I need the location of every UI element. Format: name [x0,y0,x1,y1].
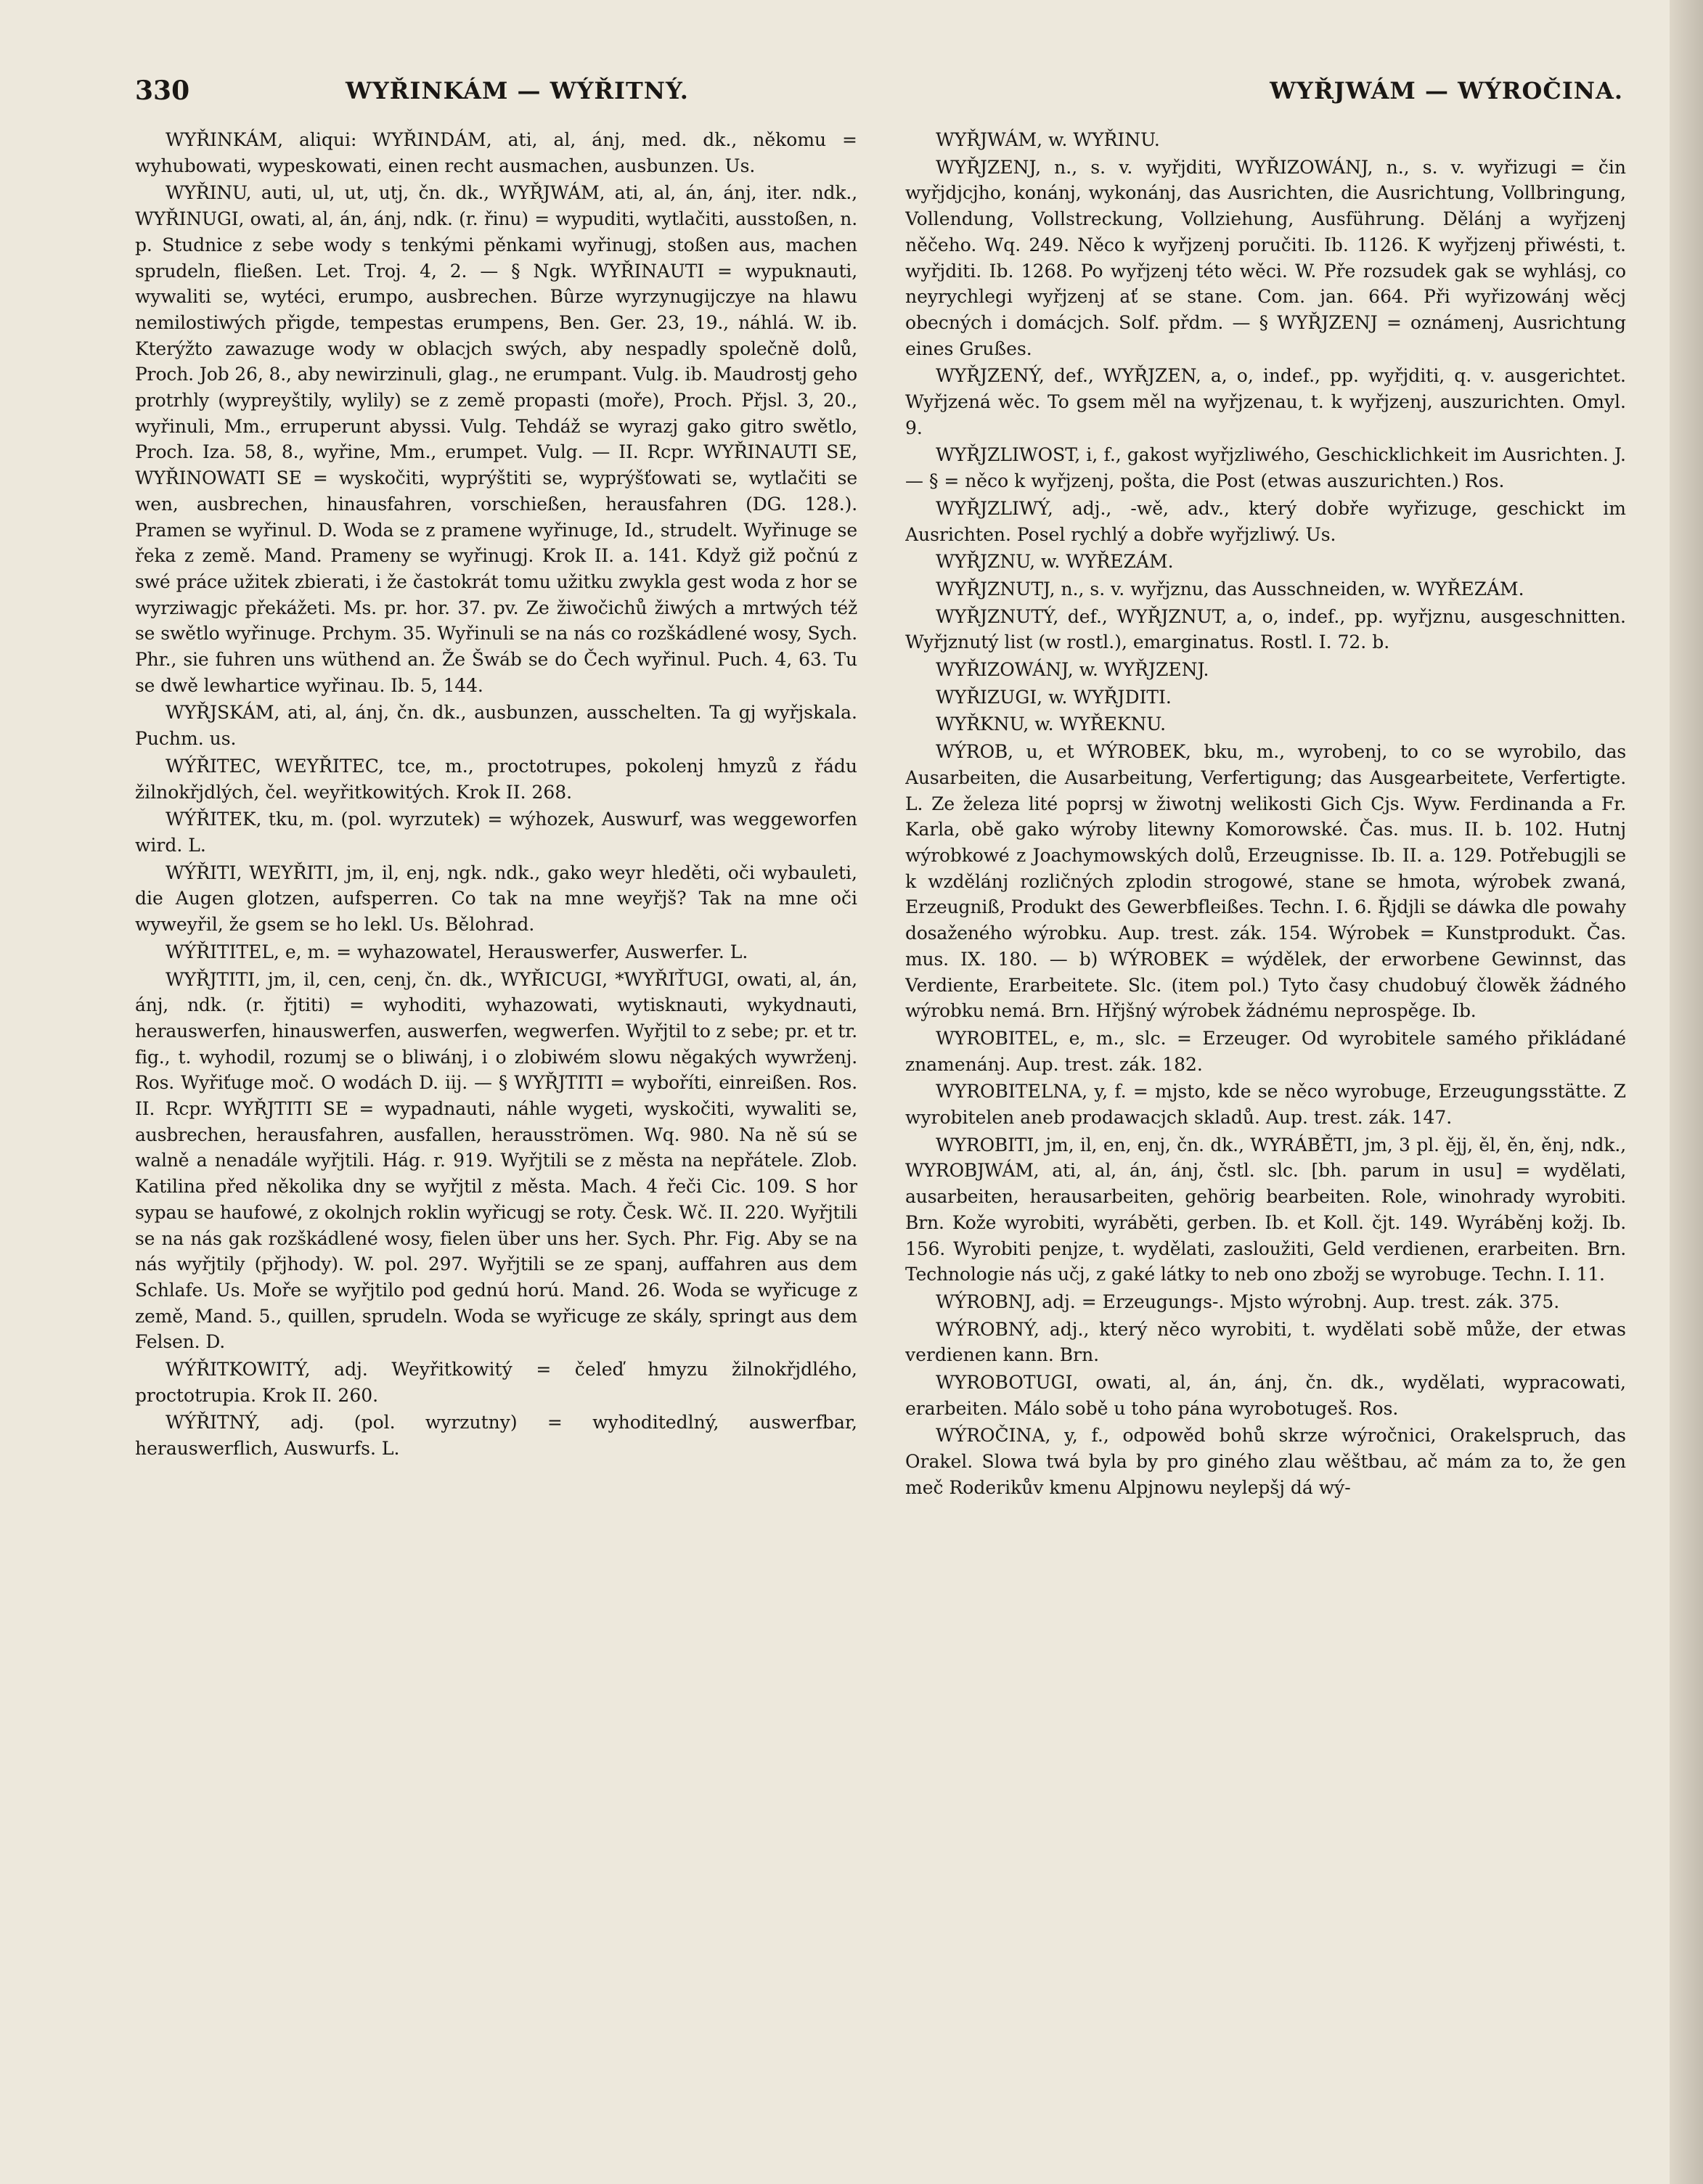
page-edge-shadow [1670,0,1703,2184]
page-header [135,75,1623,112]
entry-wyrizowanj: WYŘIZOWÁNJ, w. WYŘJZENJ. [936,659,1209,681]
entry-wyrjzenj: WYŘJZENJ, n., s. v. wyřjditi, WYŘIZOWÁNJ, n., s. v. wyřizugi = čin wyřjdjcjho, konánj, wykonánj, das Ausrichten, die Ausrichtung, Vollbringung, Vollendung, Vollstreckung, Vollziehung, Ausführung. Dělánj a wyřjzenj něčeho. Wq. 249. Něco k wyřjzenj poručiti. Ib. 1126. K wyřjzenj přiwésti, t. wyřjditi. Ib. 1268. Po wyřjzenj této wěci. W. Pře rozsudek gak se wyhlásj, co neyrychlegi wyřjzenj ať se stane. Com. jan. 664. Při wyřizowánj wěcj obecných i domácjch. Solf. přdm. — § WYŘJZENJ = oznámenj, Ausrichtung eines Grußes. [905,156,1626,359]
left-column [135,127,857,2087]
entry-wyrjzliwost: WYŘJZLIWOST, i, f., gakost wyřjzliwého, Geschicklichkeit im Ausrichten. J. — § = něco k wyřjzenj, pošta, die Post (etwas auszurichten.) Ros. [905,444,1626,492]
entry-wyritek: WÝŘITEK, tku, m. (pol. wyrzutek) = wýhozek, Auswurf, was weggeworfen wird. L. [135,809,857,856]
entry-wyrjskam: WYŘJSKÁM, ati, al, ánj, čn. dk., ausbunzen, ausschelten. Ta gj wyřjskala. Puchm. us. [135,702,857,750]
entry-wyritec: WÝŘITEC, WEYŘITEC, tce, m., proctotrupes, pokolenj hmyzů z řádu žilnokřjdlých, čel. weyřitkowitých. Krok II. 268. [135,755,857,803]
entry-wyrjznutj: WYŘJZNUTJ, n., s. v. wyřjznu, das Ausschneiden, w. WYŘEZÁM. [936,578,1524,600]
entry-wyritkowity: WÝŘITKOWITÝ, adj. Weyřitkowitý = čeleď hmyzu žilnokřjdlého, proctotrupia. Krok II. 260. [135,1359,857,1406]
entry-wyrobitelna: WYROBITELNA, y, f. = mjsto, kde se něco wyrobuge, Erzeugungsstätte. Z wyrobitelen aneb prodawacjch skladů. Aup. trest. zák. 147. [905,1081,1626,1129]
entry-wyrititel: WÝŘITITEL, e, m. = wyhazowatel, Herauswerfer, Auswerfer. L. [166,941,748,962]
entry-wyrjznuty: WYŘJZNUTÝ, def., WYŘJZNUT, a, o, indef., pp. wyřjznu, ausgeschnitten. Wyřjznutý list (w rostl.), emarginatus. Rostl. I. 72. b. [905,605,1626,653]
entry-wyrknu: WYŘKNU, w. WYŘEKNU. [936,713,1167,735]
entry-wyrjwam: WYŘJWÁM, w. WYŘINU. [936,129,1160,150]
right-column [905,127,1626,2087]
entry-wyriti: WÝŘITI, WEYŘITI, jm, il, enj, ngk. ndk., gako weyr hleděti, oči wybauleti, die Augen glotzen, aufsperren. Co tak na mne weyřjš? Tak na mne oči wyweyřil, že gsem se ho lekl. Us. Bělohrad. [135,862,857,936]
entry-wyritny: WÝŘITNÝ, adj. (pol. wyrzutny) = wyhoditedlný, auswerfbar, herauswerflich, Auswurfs. L. [135,1412,857,1460]
entry-wyrjzliwy: WYŘJZLIWÝ, adj., -wě, adv., který dobře wyřizuge, geschickt im Ausrichten. Posel rychlý a dobře wyřjzliwý. Us. [905,497,1626,545]
entry-wyrob: WÝROB, u, et WÝROBEK, bku, m., wyrobenj, to co se wyrobilo, das Ausarbeiten, die Ausarbeitung, Verfertigung; das Ausgearbeitete, Verfertigte. L. Ze železa lité poprsj w žiwotnj welikosti Gich Cjs. Wyw. Ferdinanda a Fr. Karla, obě gako wýroby litewny Komorowské. Čas. mus. II. b. 102. Hutnj wýrobkowé z Joachymowských dolů, Erzeugnisse. Ib. II. a. 129. Potřebugjli se k wzdělánj rozličných zplodin strogowé, stane se hmota, wýrobek zwaná, Erzeugniß, Produkt des Gewerbfleißes. Techn. I. 6. Řjdjli se dáwka dle powahy dosaženého wýrobku. Aup. trest. zák. 154. Wýrobek = Kunstprodukt. Čas. mus. IX. 180. — b) WÝROBEK = wýdělek, der erworbene Gewinnst, das Verdiente, Erarbeitete. Slc. (item pol.) Tyto časy chudobuý člowěk žádného wýrobku nemá. Brn. Hřjšný wýrobek žádnému neprospěge. Ib. [905,741,1626,1022]
entry-wyrinkam: WYŘINKÁM, aliqui: WYŘINDÁM, ati, al, ánj, med. dk., někomu = wyhubowati, wypeskowati, einen recht ausmachen, ausbunzen. Us. [135,129,857,176]
right-running-head: WYŘJWÁM — WÝROČINA. [1270,77,1623,105]
left-running-head: WYŘINKÁM — WÝŘITNÝ. [346,77,689,105]
page-number: 330 [135,75,190,106]
entry-wyrinu: WYŘINU, auti, ul, ut, utj, čn. dk., WYŘJWÁM, ati, al, án, ánj, iter. ndk., WYŘINUGI, owati, al, án, ánj, ndk. (r. řinu) = wypuditi, wytlačiti, ausstoßen, n. p. Studnice z sebe wody s tenkými pěnkami wyřinugj, stoßen aus, machen sprudeln, fließen. Let. Troj. 4, 2. — § Ngk. WYŘINAUTI = wypuknauti, wywaliti se, wytéci, erumpo, ausbrechen. Bûrze wyrzynugijczye na hlawu nemilostiwých přigde, tempestas erumpens, Ben. Ger. 23, 19., náhlá. W. ib. Kterýžto zawazuge wody w oblacjch swých, aby nespadly společně dolů, Proch. Job 26, 8., aby newirzinuli, glag., ne erumpant. Vulg. ib. Maudrostj geho protrhly (wypreyštily, wylily) se z země propasti (moře), Proch. Přjsl. 3, 20., wyřinuli, Mm., erruperunt abyssi. Vulg. Tehdáž se wyrazj gako gitro swětlo, Proch. Iza. 58, 8., wyřine, Mm., erumpet. Vulg. — II. Rcpr. WYŘINAUTI SE, WYŘINOWATI SE = wyskočiti, wyprýštiti se, wyprýšťowati se, wytlačiti se wen, ausbrechen, hinausfahren, vorschießen, herausfahren (DG. 128.). Pramen se wyřinul. D. Woda se z pramene wyřinuge, Id., strudelt. Wyřinuge se řeka z země. Mand. Prameny se wyřinugj. Krok II. a. 141. Když giž počnú z swé práce užitek zbierati, i že častokrát tomu užitku zwykla gest woda z hor se wyrziwagjc překážeti. Ms. pr. hor. 37. pv. Ze žiwočichů žiwých a mrtwých též se swětlo wyřinuge. Prchym. 35. Wyřinuli se na nás co rozškádlené wosy, Sych. Phr., sie fuhren uns wüthend an. Že Šwáb se do Čech wyřinul. Puch. 4, 63. Tu se dwě lewhartice wyřinau. Ib. 5, 144. [135,182,857,696]
entry-wyrocina: WÝROČINA, y, f., odpowěd bohů skrze wýročnici, Orakelspruch, das Orakel. Slowa twá byla by pro giného zlau wěštbau, ač mám za to, že gen meč Roderikův kmenu Alpjnowu neylepšj dá wý- [905,1425,1626,1498]
entry-wyrjznu: WYŘJZNU, w. WYŘEZÁM. [936,551,1174,573]
entry-wyrjtiti: WYŘJTITI, jm, il, cen, cenj, čn. dk., WYŘICUGI, *WYŘIŤUGI, owati, al, án, ánj, ndk. (r. řjtiti) = wyhoditi, wyhazowati, wytisknauti, wykydnauti, herauswerfen, hinauswerfen, auswerfen, wegwerfen. Wyřjtil to z sebe; pr. et tr. fig., t. wyhodil, rozumj se o bliwánj, i o zlobiwém slowu něgakých wywrženj. Ros. Wyřiťuge moč. O wodách D. iij. — § WYŘJTITI = wyboříti, einreißen. Ros. II. Rcpr. WYŘJTITI SE = wypadnauti, náhle wygeti, wyskočiti, wywaliti se, ausbrechen, herausfahren, ausfallen, herausströmen. Wq. 980. Na ně sú se walně a nenadále wyřjtili. Hág. r. 919. Wyřjtili se z města na nepřátele. Zlob. Katilina před několika dny se wyřjtil z města. Mach. 4 řeči Cic. 109. S hor sypau se haufowé, z okolnjch roklin wyřicugj se roty. Česk. Wč. II. 220. Wyřjtili se na nás gak rozškádlené wosy, fielen über uns her. Sych. Phr. Fig. Aby se na nás wyřjtily (přjhody). W. pol. 297. Wyřjtili se ze spanj, auffahren aus dem Schlafe. Us. Moře se wyřjtilo pod gednú horú. Mand. 26. Woda se wyřicuge z země, Mand. 5., quillen, sprudeln. Woda se wyřicuge ze skály, springt aus dem Felsen. D. [135,968,857,1353]
entry-wyrobotugi: WYROBOTUGI, owati, al, án, ánj, čn. dk., wydělati, wypracowati, erarbeiten. Málo sobě u toho pána wyrobotugeš. Ros. [905,1372,1626,1419]
entry-wyrjzeny: WYŘJZENÝ, def., WYŘJZEN, a, o, indef., pp. wyřjditi, q. v. ausgerichtet. Wyřjzená wěc. To gsem měl na wyřjzenau, t. k wyřjzenj, auszurichten. Omyl. 9. [905,365,1626,438]
entry-wyrobnj: WÝROBNJ, adj. = Erzeugungs-. Mjsto wýrobnj. Aup. trest. zák. 375. [936,1291,1560,1312]
entry-wyrobiti: WYROBITI, jm, il, en, enj, čn. dk., WYRÁBĚTI, jm, 3 pl. ějj, ěl, ěn, ěnj, ndk., WYROBJWÁM, ati, al, án, ánj, čstl. slc. [bh. parum in usu] = wydělati, ausarbeiten, herausarbeiten, gehörig bearbeiten. Role, winohrady wyrobiti. Brn. Kože wyrobiti, wyráběti, gerben. Ib. et Koll. čjt. 149. Wyráběnj kožj. Ib. 156. Wyrobiti penjze, t. wydělati, zasloužiti, Geld verdienen, erarbeiten. Brn. Technologie nás učj, z gaké látky to neb ono zbožj se wyrobuge. Techn. I. 11. [905,1134,1626,1285]
entry-wyrobitel: WYROBITEL, e, m., slc. = Erzeuger. Od wyrobitele samého přikládané znamenánj. Aup. trest. zák. 182. [905,1027,1626,1075]
entry-wyrobny: WÝROBNÝ, adj., který něco wyrobiti, t. wydělati sobě může, der etwas verdienen kann. Brn. [905,1318,1626,1366]
entry-wyrizugi: WYŘIZUGI, w. WYŘJDITI. [936,686,1172,708]
